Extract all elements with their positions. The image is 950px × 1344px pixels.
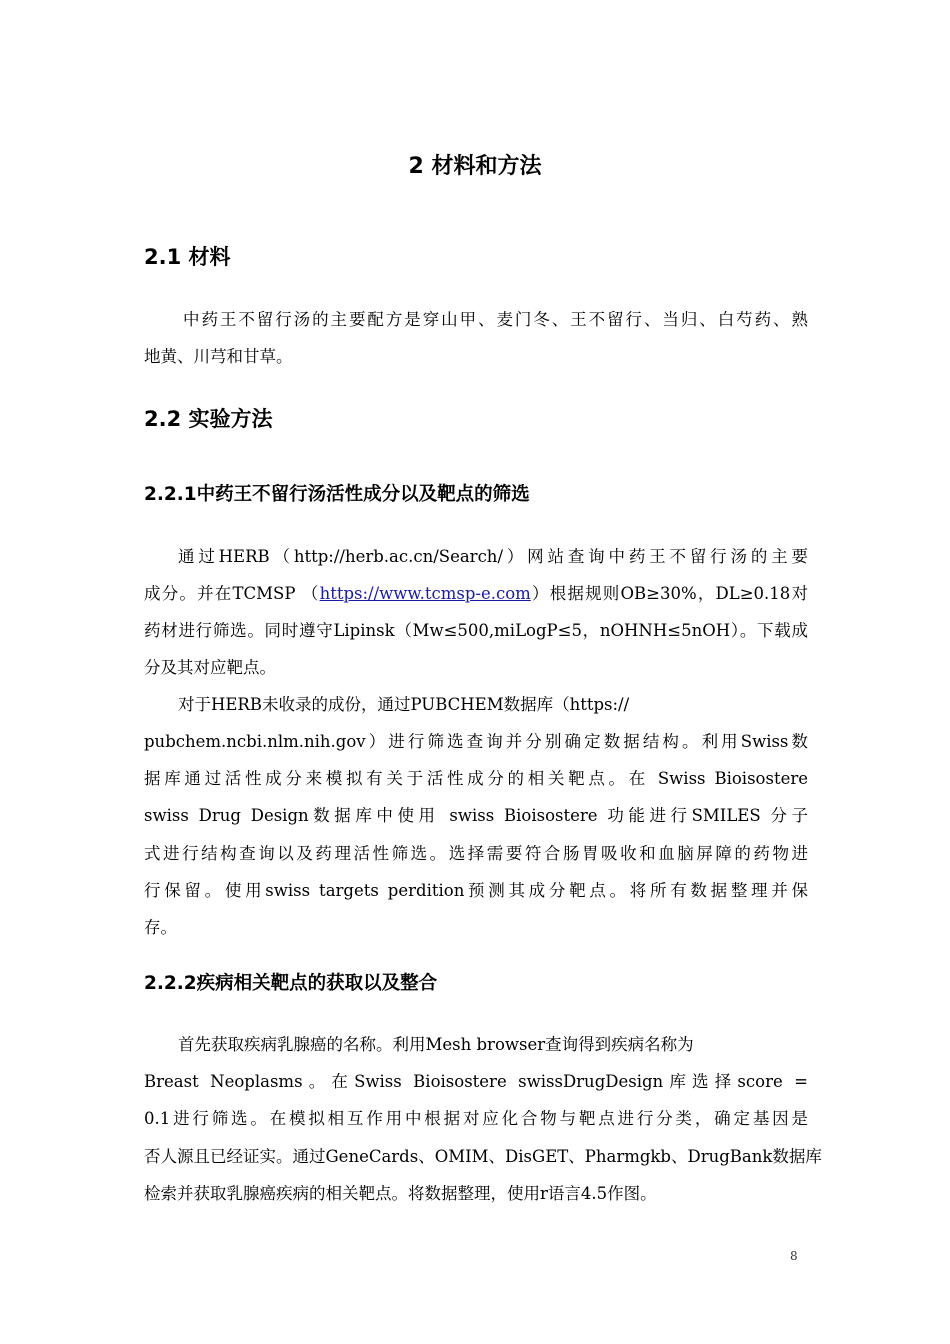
section-heading-2-2: 2.2 实验方法 [144, 407, 273, 431]
chapter-title: 2 材料和方法 [408, 154, 542, 179]
text-segment: 成分。并在TCMSP （ [144, 584, 320, 603]
text-line: 式进行结构查询以及药理活性筛选。选择需要符合肠胃吸收和血脑屏障的药物进 [144, 844, 808, 863]
text-line: 药材进行筛选。同时遵守Lipinsk（Mw≤500,miLogP≤5，nOHNH≤5nOH）。下载成 [144, 621, 808, 640]
text-line: 据库通过活性成分来模拟有关于活性成分的相关靶点。在 Swiss Bioisostere [144, 769, 808, 788]
page-number: 8 [790, 1249, 798, 1263]
text-line: 首先获取疾病乳腺癌的名称。利用Mesh browser查询得到疾病名称为 [178, 1035, 694, 1054]
text-line: 行保留。使用swiss targets perdition预测其成分靶点。将所有数据整理并保 [144, 881, 808, 900]
text-line: 分及其对应靶点。 [144, 658, 276, 677]
text-line: pubchem.ncbi.nlm.nih.gov）进行筛选查询并分别确定数据结构。利用Swiss数 [144, 732, 808, 751]
text-line: swiss Drug Design数据库中使用 swiss Bioisostere 功能进行SMILES 分子 [144, 806, 808, 825]
text-line: 地黄、川芎和甘草。 [144, 347, 293, 366]
text-line [144, 582, 808, 606]
section-heading-2-2-2: 2.2.2疾病相关靶点的获取以及整合 [144, 973, 438, 994]
text-line: 否人源且已经证实。通过GeneCards、OMIM、DisGET、Pharmgkb、DrugBank数据库 [144, 1147, 822, 1166]
text-line: 存。 [144, 918, 177, 937]
section-heading-2-2-1: 2.2.1中药王不留行汤活性成分以及靶点的筛选 [144, 484, 530, 505]
tcmsp-link[interactable]: https://www.tcmsp-e.com [319, 584, 531, 603]
text-segment: ）根据规则OB≥30%，DL≥0.18对 [530, 584, 808, 603]
text-line: 中药王不留行汤的主要配方是穿山甲、麦门冬、王不留行、当归、白芍药、熟 [183, 310, 808, 329]
text-line: Breast Neoplasms。在Swiss Bioisostere swissDrugDesign库选择score = [144, 1072, 808, 1091]
text-line: 通过HERB（http://herb.ac.cn/Search/）网站查询中药王不留行汤的主要 [178, 547, 808, 566]
text-line: 对于HERB未收录的成份，通过PUBCHEM数据库（https:// [178, 695, 630, 714]
section-heading-2-1: 2.1 材料 [144, 245, 231, 269]
text-line: 检索并获取乳腺癌疾病的相关靶点。将数据整理，使用r语言4.5作图。 [144, 1184, 657, 1203]
text-line: 0.1进行筛选。在模拟相互作用中根据对应化合物与靶点进行分类，确定基因是 [144, 1109, 808, 1128]
